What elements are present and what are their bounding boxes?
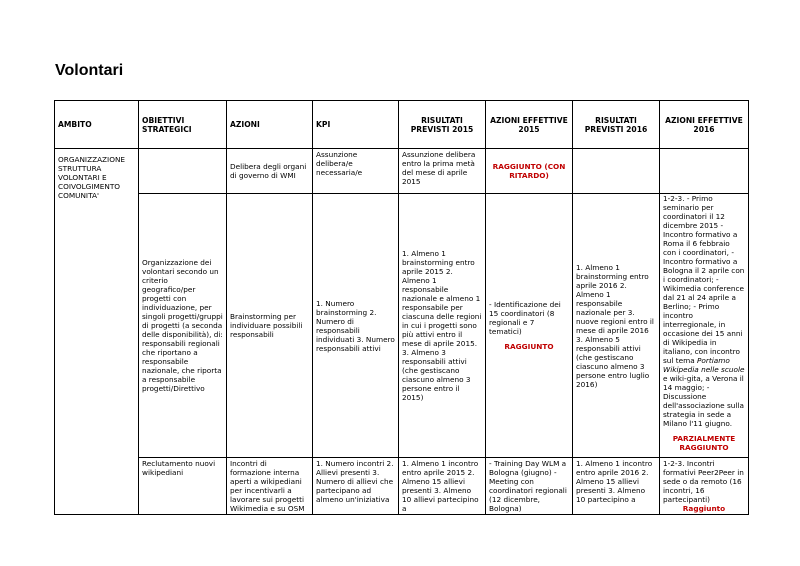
risultati-2016-cell: 1. Almeno 1 incontro entro aprile 2016 2. Almeno 15 allievi presenti 3. Almeno 10 partecipino a [573,458,660,515]
obiettivi-cell [139,149,227,194]
header-obiettivi: OBIETTIVI STRATEGICI [139,101,227,149]
azioni-cell: Incontri di formazione interna aperti a wikipediani per incentivarli a lavorare sui progetti Wikimedia e su OSM [227,458,313,515]
azioni-2015-cell [486,194,573,458]
azioni-2016-text: 1-2-3. - Primo seminario per coordinatori il 12 dicembre 2015 - Incontro formativo a Roma il 6 febbraio con i coordinatori, - Incontro formativo a Bologna il 2 aprile con i coordinatori; - Wikimedia conference dal 21 al 24 aprile a Berlino; - Primo incontro interregionale, in occasione dei 15 anni di Wikipedia in italiano, con incontro sul tema Portiamo Wikipedia nelle scuole e wiki-gita, a Verona il 14 maggio; - Discussione dell'associazione sulla strategia in sede a Milano l'11 giugno. [663,194,745,428]
header-kpi: KPI [313,101,399,149]
risultati-2016-cell: 1. Almeno 1 brainstorming entro aprile 2016 2. Almeno 1 responsabile nazionale per 3. nuove regioni entro il mese di aprile 2016 3. Almeno 5 responsabili attivi (che gestiscano ciascuno almeno 3 persone entro luglio 2016) [573,194,660,458]
header-azioni-2016: AZIONI EFFETTIVE 2016 [660,101,749,149]
risultati-2015-cell: 1. Almeno 1 incontro entro aprile 2015 2. Almeno 15 allievi presenti 3. Almeno 10 allievi partecipino a [399,458,486,515]
obiettivi-cell: Organizzazione dei volontari secondo un criterio geografico/per progetti con individuazione, per singoli progetti/gruppi di progetti (a seconda delle disponibilità), di: responsabili regionali che riportano a responsabile nazionale, che riporta a responsabile progetti/Direttivo [139,194,227,458]
kpi-cell: 1. Numero brainstorming 2. Numero di responsabili individuati 3. Numero responsabili attivi [313,194,399,458]
kpi-cell: 1. Numero incontri 2. Allievi presenti 3. Numero di allievi che partecipano ad almeno un'iniziativa [313,458,399,515]
azioni-2016-text: 1-2-3. Incontri formativi Peer2Peer in sede o da remoto (16 incontri, 16 partecipanti) [663,459,744,504]
header-azioni-2015: AZIONI EFFETTIVE 2015 [486,101,573,149]
status-badge: PARZIALMENTE RAGGIUNTO [672,434,736,452]
azioni-2015-cell [486,149,573,194]
page-title: Volontari [55,62,124,79]
azioni-2016-cell [660,149,749,194]
status-badge: RAGGIUNTO [504,342,554,351]
header-risultati-2015: RISULTATI PREVISTI 2015 [399,101,486,149]
header-row [55,101,749,149]
table-row [55,458,749,515]
table-row [55,149,749,194]
azioni-cell: Brainstorming per individuare possibili responsabili [227,194,313,458]
obiettivi-cell: Reclutamento nuovi wikipediani [139,458,227,515]
ambito-cell: ORGANIZZAZIONE STRUTTURA VOLONTARI E COIVOLGIMENTO COMUNITA' [55,149,139,515]
volunteers-table [54,100,749,515]
status-badge: RAGGIUNTO (CON RITARDO) [492,162,566,180]
risultati-2015-cell: Assunzione delibera entro la prima metà del mese di aprile 2015 [399,149,486,194]
header-risultati-2016: RISULTATI PREVISTI 2016 [573,101,660,149]
azioni-2015-text: - Identificazione dei 15 coordinatori (8 regionali e 7 tematici) [489,300,561,336]
risultati-2015-cell: 1. Almeno 1 brainstorming entro aprile 2015 2. Almeno 1 responsabile nazionale e almeno 1 responsabile per ciascuna delle regioni in cui i progetti sono più attivi entro il mese di aprile 2015. 3. Almeno 3 responsabili attivi (che gestiscano ciascuno almeno 3 persone entro il 2015) [399,194,486,458]
azioni-cell: Delibera degli organi di governo di WMI [227,149,313,194]
status-badge: Raggiunto [682,504,726,513]
header-azioni: AZIONI [227,101,313,149]
azioni-2015-cell: - Training Day WLM a Bologna (giugno) - Meeting con coordinatori regionali (12 dicembre, Bologna) [486,458,573,515]
header-ambito: AMBITO [55,101,139,149]
risultati-2016-cell [573,149,660,194]
kpi-cell: Assunzione delibera/e necessaria/e [313,149,399,194]
azioni-2016-cell [660,194,749,458]
table-row [55,194,749,458]
azioni-2016-cell [660,458,749,515]
